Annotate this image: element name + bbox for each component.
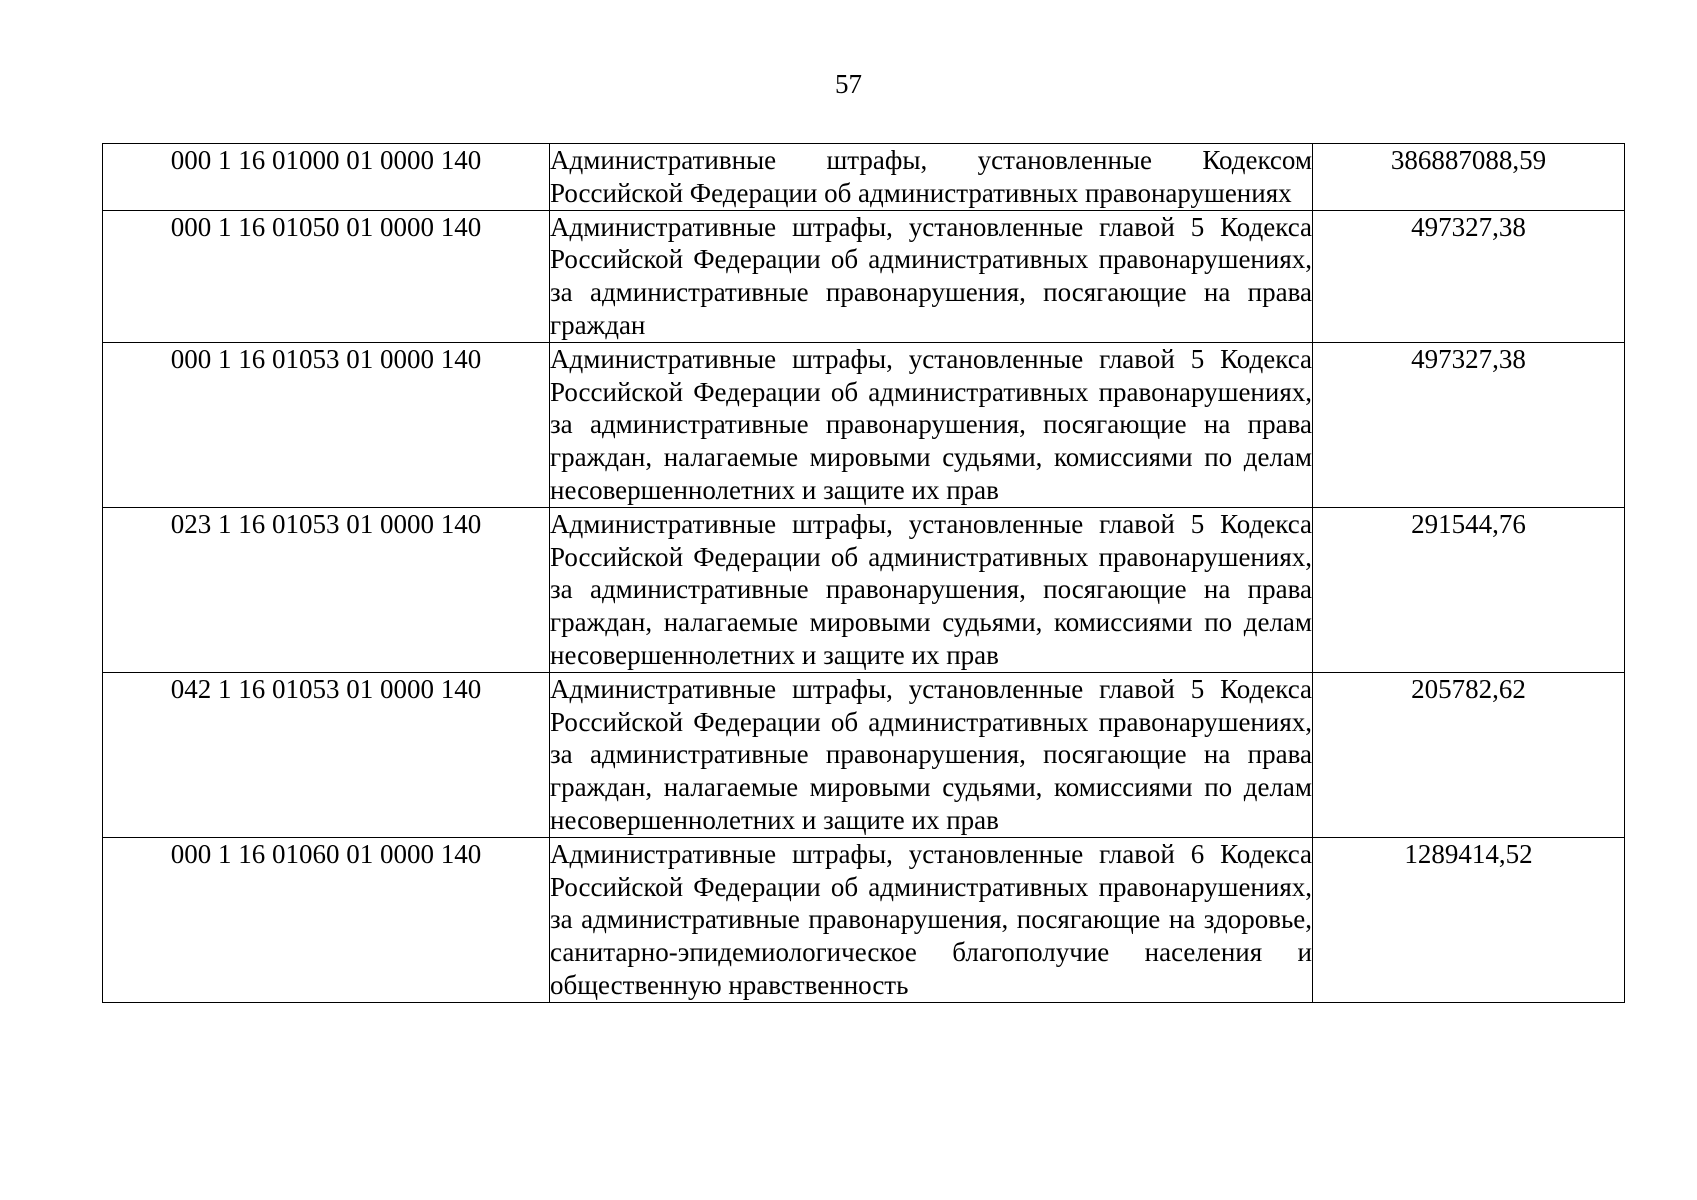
budget-code-cell: 000 1 16 01050 01 0000 140 [103,210,550,342]
table-row [103,144,1625,211]
amount-cell: 497327,38 [1313,342,1625,507]
revenue-name-cell: Административные штрафы, установленные главой 5 Кодекса Российской Федерации об административных правонарушениях, за административные правонарушения, посягающие на права граждан, налагаемые мировыми судьями, комиссиями по делам несовершеннолетних и защите их прав [550,342,1313,507]
amount-cell: 205782,62 [1313,672,1625,837]
revenue-name-cell: Административные штрафы, установленные Кодексом Российской Федерации об административных правонарушениях [550,144,1313,211]
amount-cell: 291544,76 [1313,507,1625,672]
revenue-name-cell: Административные штрафы, установленные главой 5 Кодекса Российской Федерации об административных правонарушениях, за административные правонарушения, посягающие на права граждан, налагаемые мировыми судьями, комиссиями по делам несовершеннолетних и защите их прав [550,507,1313,672]
amount-cell: 386887088,59 [1313,144,1625,211]
revenue-name-cell: Административные штрафы, установленные главой 6 Кодекса Российской Федерации об административных правонарушениях, за административные правонарушения, посягающие на здоровье, санитарно-эпидемиологическое благополучие населения и общественную нравственность [550,837,1313,1002]
budget-code-cell: 000 1 16 01060 01 0000 140 [103,837,550,1002]
budget-code-cell: 023 1 16 01053 01 0000 140 [103,507,550,672]
budget-code-cell: 000 1 16 01000 01 0000 140 [103,144,550,211]
budget-code-cell: 042 1 16 01053 01 0000 140 [103,672,550,837]
table-row [103,210,1625,342]
table-row [103,672,1625,837]
amount-cell: 497327,38 [1313,210,1625,342]
page-number: 57 [835,69,862,99]
amount-cell: 1289414,52 [1313,837,1625,1002]
table-row [103,342,1625,507]
revenue-name-cell: Административные штрафы, установленные главой 5 Кодекса Российской Федерации об административных правонарушениях, за административные правонарушения, посягающие на права граждан [550,210,1313,342]
table-row [103,837,1625,1002]
revenue-name-cell: Административные штрафы, установленные главой 5 Кодекса Российской Федерации об административных правонарушениях, за административные правонарушения, посягающие на права граждан, налагаемые мировыми судьями, комиссиями по делам несовершеннолетних и защите их прав [550,672,1313,837]
budget-code-cell: 000 1 16 01053 01 0000 140 [103,342,550,507]
table-row [103,507,1625,672]
budget-revenue-table [102,143,1625,1003]
